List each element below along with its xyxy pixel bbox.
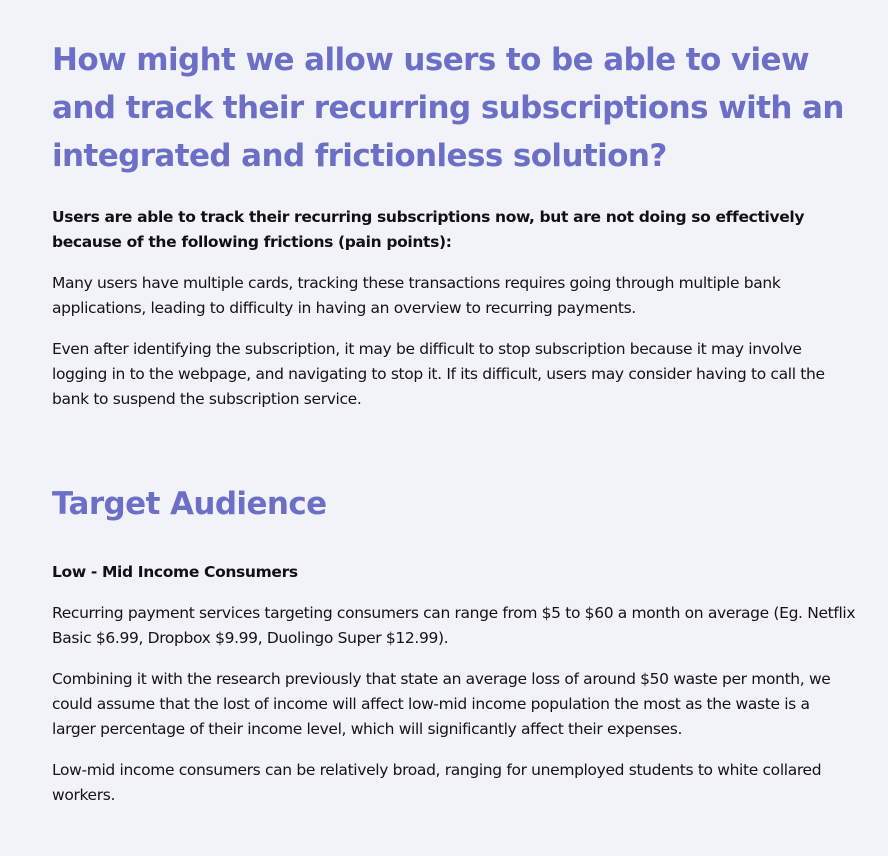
pain-point-multiple-cards: Many users have multiple cards, tracking these transactions requires going through multiple bank applications, leading to difficulty in having an overview to recurring payments. (52, 274, 781, 317)
target-audience-heading: Target Audience (52, 486, 327, 522)
problem-section (52, 36, 854, 412)
audience-pricing-paragraph: Recurring payment services targeting consumers can range from $5 to $60 a month on average (Eg. Netflix Basic $6.99, Dropbox $9.99, Duolingo Super $12.99). (52, 604, 856, 647)
audience-range-paragraph: Low-mid income consumers can be relatively broad, ranging for unemployed students to white collared workers. (52, 761, 822, 804)
pain-points-intro: Users are able to track their recurring subscriptions now, but are not doing so effectively because of the following frictions (pain points): (52, 208, 805, 251)
how-might-we-heading: How might we allow users to be able to view and track their recurring subscriptions with an integrated and frictionless solution? (52, 42, 844, 174)
target-audience-section (52, 480, 854, 808)
audience-segment-heading: Low - Mid Income Consumers (52, 563, 298, 581)
pain-point-stopping-subscription: Even after identifying the subscription, it may be difficult to stop subscription because it may involve logging in to the webpage, and navigating to stop it. If its difficult, users may consider having to call the bank to suspend the subscription service. (52, 340, 825, 408)
audience-waste-paragraph: Combining it with the research previously that state an average loss of around $50 waste per month, we could assume that the lost of income will affect low-mid income population the most as the waste is a larger percentage of their income level, which will significantly affect their expenses. (52, 670, 831, 738)
